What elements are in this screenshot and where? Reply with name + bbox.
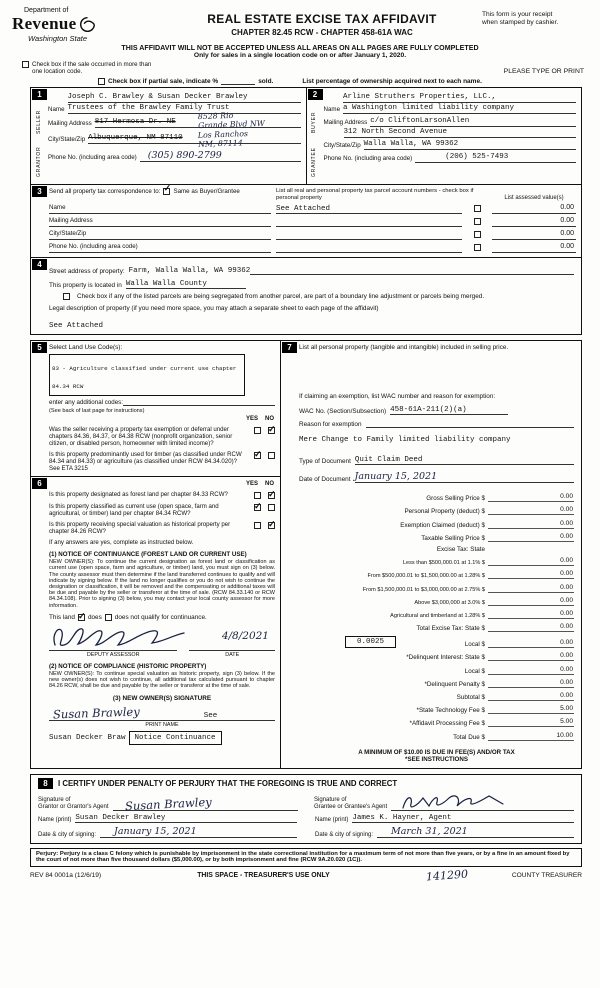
- excise-tax-state-header: Excise Tax: State: [436, 545, 485, 553]
- located-in-label: This property is located in: [49, 282, 122, 290]
- type-or-print-label: PLEASE TYPE OR PRINT: [503, 68, 584, 75]
- partial-sale-label: Check box if partial sale, indicate %: [108, 77, 219, 85]
- seller-mailing-correction: 8528 Rio Grande Blvd NW: [197, 110, 265, 130]
- assessed-value-3[interactable]: 0.00: [492, 227, 576, 240]
- personal-property-checkbox-1[interactable]: [474, 205, 481, 212]
- reason-for-exemption-value[interactable]: Mere Change to Family limited liability company: [299, 436, 511, 445]
- s5q2-no-checkbox[interactable]: [268, 452, 275, 459]
- single-location-note: Only for sales in a single location code on or after January 1, 2020.: [193, 52, 407, 59]
- parcel-field-4[interactable]: [276, 240, 462, 253]
- document-type-label: Type of Document: [299, 458, 351, 466]
- buyer-phone-label: Phone No. (including area code): [323, 155, 413, 162]
- footer: [30, 869, 582, 882]
- subtotal-value[interactable]: 0.00: [488, 692, 574, 701]
- wac-number-label: WAC No. (Section/Subsection): [299, 408, 387, 416]
- seller-name-value-1[interactable]: Joseph C. Brawley & Susan Decker Brawley: [68, 92, 301, 103]
- taxable-selling-price-value[interactable]: 0.00: [488, 533, 574, 542]
- qualify-row: This land ✓ does does not qualify for continuance.: [49, 614, 275, 621]
- notice-continuance-text: NEW OWNER(S): To continue the current designation as forest land or classification as current use (open space, farm and agriculture, or timber) land, you must sign on (3) below. The county assessor must then determine if the land transferred continues to qualify and will indicate by signing below. If the land no longer qualifies or you do not wish to continue the designation or classification, it will be removed and the compensating or additional taxes will be due and payable by the seller or transferor at the time of sale. (RCW 84.33.140 or RCW 84.34.108). Prior to signing (3) below, you may contact your local county assessor for more information.: [49, 559, 275, 609]
- section-7-number: 7: [282, 342, 297, 353]
- delinquent-interest-local-value[interactable]: 0.00: [488, 666, 574, 675]
- section-3-number: 3: [32, 186, 47, 197]
- s5q1-yes-checkbox[interactable]: [254, 427, 261, 434]
- receipt-note: [482, 7, 588, 27]
- s6q2-yes-checkbox[interactable]: [254, 504, 261, 511]
- seller-name-label: Name: [48, 106, 65, 113]
- tier4-tax-value[interactable]: 0.00: [488, 597, 574, 606]
- perjury-prefix: Perjury:: [36, 850, 59, 857]
- certify-statement: I CERTIFY UNDER PENALTY OF PERJURY THAT THE FOREGOING IS TRUE AND CORRECT: [58, 778, 398, 788]
- print-name-value[interactable]: Susan Decker Braw: [49, 734, 126, 743]
- multi-location-label: Check box if the sale occurred in more than one location code.: [32, 61, 152, 75]
- same-as-buyer-label: Same as Buyer/Grantee: [173, 188, 240, 195]
- form-title: REAL ESTATE EXCISE TAX AFFIDAVIT: [207, 12, 437, 26]
- grantee-date-value[interactable]: March 31, 2021: [377, 826, 574, 838]
- buyer-section: [307, 88, 582, 184]
- corr-mailing-label: Mailing Address: [49, 214, 271, 227]
- s5q2-yes-checkbox[interactable]: [254, 452, 261, 459]
- corr-city-label: City/State/Zip: [49, 227, 271, 240]
- local-tax-label: Local $: [464, 641, 485, 649]
- personal-property-label: List all personal property (tangible and intangible) included in selling price.: [299, 344, 509, 352]
- assessor-date-line: DATE: [189, 650, 275, 658]
- correspondence-label: Send all property tax correspondence to:: [49, 188, 161, 195]
- county-treasurer-label: COUNTY TREASURER: [511, 871, 582, 879]
- street-address-label: Street address of property:: [49, 268, 125, 276]
- partial-sale-row: [98, 77, 588, 85]
- washington-state-label: Washington State: [28, 34, 88, 43]
- grantee-date-label: Date & city of signing:: [315, 831, 374, 838]
- dor-logo: [12, 7, 162, 43]
- s5-question-2: Is this property predominantly used for timber (as classified under RCW 84.34 and 84.33) or agriculture (as classified under RCW 84.34.020)? See ETA 3215 ✓: [49, 451, 275, 472]
- seller-city-correction: Los Ranchos NM, 87114: [197, 129, 249, 149]
- tier1-tax-value[interactable]: 0.00: [488, 557, 574, 566]
- tier2-tax-value[interactable]: 0.00: [488, 570, 574, 579]
- land-use-code-field[interactable]: [49, 354, 245, 396]
- document-date-value[interactable]: January 15, 2021: [355, 471, 574, 483]
- form-body-middle: [30, 340, 582, 768]
- does-qualify-checkbox[interactable]: [78, 614, 85, 621]
- notice-compliance-text: NEW OWNER(S): To continue special valuation as historic property, sign (3) below. If the new owner(s) does not wish to continue, all additional tax calculated pursuant to chapter 84.26 RCW, shall be due and payable by the seller or transferor at the time of sale.: [49, 670, 275, 690]
- sold-label: sold.: [258, 77, 274, 85]
- treasurer-space-label: THIS SPACE - TREASURER'S USE ONLY: [197, 871, 330, 879]
- completion-warning: THIS AFFIDAVIT WILL NOT BE ACCEPTED UNLESS ALL AREAS ON ALL PAGES ARE FULLY COMPLETED: [121, 44, 479, 52]
- treasurer-stamp-number: 141290: [425, 867, 469, 884]
- new-owner-signature-line[interactable]: [49, 704, 275, 721]
- s6q3-no-checkbox[interactable]: [268, 522, 275, 529]
- local-tax-value[interactable]: 0.00: [488, 639, 574, 648]
- excise-tax-table: Gross Selling Price $ 0.00 Personal Property (deduct) $ 0.00 Exemption Claimed (deduct) $ 0.00 Taxable Selling Price $ 0.00 Excise Tax: State Less than $500,000.01 at 1.1% $ 0.00 From $500,000.01 to $1,500,000.00 at 1.28% $ 0.00 From $1,500,000.01 to $3,000,000.00 at 2.75% $ 0.00 Above $3,000,000 at 3.0% $ 0.00 Agricultural and timberland at 1.28% $ 0.00 Total Excise Tax: State $ 0.00 0.0025 Local $ 0.00 *Delinquent Interest: State $ 0.00 Local $ 0.00 *Delinquent Penalty $ 0.00 Subtotal $ 0.00 *State Technology Fee $ 5.00 *Affidavit Processing Fee $ 5.00 Total Due $ 10.00: [299, 493, 574, 740]
- section-2-number: 2: [308, 89, 323, 100]
- perjury-text: Perjury is a class C felony which is punishable by imprisonment in the state correctional institution for a maximum term of not more than five years, or by a fine in an amount fixed by the court of not more than five thousand dollars ($5,000.00), or by both imprisonment and fine (RCW 9A.20.020 (1C)).: [36, 850, 570, 864]
- personal-property-checkbox-2[interactable]: [474, 218, 481, 225]
- see-note-value: See: [203, 712, 218, 721]
- buyer-name-value-1[interactable]: Arline Struthers Properties, LLC.,: [343, 92, 576, 103]
- section-1-number: 1: [32, 89, 47, 100]
- certification-section: [30, 774, 582, 844]
- partial-sale-checkbox[interactable]: [98, 78, 105, 85]
- buyer-phone-value[interactable]: (206) 525-7493: [445, 153, 509, 161]
- wac-number-value[interactable]: 458-61A-211(2)(a): [390, 406, 508, 415]
- s6-question-3: Is this property receiving special valuation as historical property per chapter 84.26 RCW? ✓: [49, 521, 275, 535]
- additional-codes-field[interactable]: [123, 405, 275, 406]
- tier3-tax-value[interactable]: 0.00: [488, 584, 574, 593]
- grantor-name-print-label: Name (print): [38, 816, 72, 823]
- land-use-section: [31, 341, 280, 477]
- seller-mailing-label: Mailing Address: [48, 120, 92, 127]
- assessor-signature-area: [49, 623, 275, 650]
- segregated-checkbox[interactable]: [63, 293, 70, 300]
- buyer-mailing-value-2[interactable]: 312 North Second Avenue: [343, 128, 448, 136]
- assessed-value-2[interactable]: 0.00: [492, 214, 576, 227]
- complete-instruction-note: If any answers are yes, complete as instructed below.: [49, 539, 194, 547]
- segregated-label: Check box if any of the listed parcels are being segregated from another parcel, are part of a boundary line adjustment or parcels being merged.: [77, 293, 485, 301]
- grantor-signature-label: Signature of Grantor or Grantor's Agent: [38, 796, 109, 810]
- grantee-signature-line[interactable]: [391, 792, 574, 811]
- delinquent-penalty-value[interactable]: 0.00: [488, 679, 574, 688]
- delinquent-interest-state-value[interactable]: 0.00: [488, 652, 574, 661]
- grantee-name-print-label: Name (print): [315, 816, 349, 823]
- assessed-value-4[interactable]: 0.00: [492, 240, 576, 253]
- street-address-value[interactable]: Farm, Walla Walla, WA 99362: [128, 267, 251, 276]
- does-not-qualify-checkbox[interactable]: [105, 614, 112, 621]
- form-chapter: CHAPTER 82.45 RCW - CHAPTER 458-61A WAC: [231, 28, 413, 37]
- form-number: REV 84 0001a (12/6/19): [30, 871, 102, 879]
- seller-mailing-struck-value[interactable]: 817 Hermosa Dr. NE: [94, 118, 176, 126]
- gross-selling-price-value[interactable]: 0.00: [488, 493, 574, 502]
- s6-yes-no-header: YES NO: [245, 481, 274, 488]
- revenue-wordmark: Revenue: [12, 14, 77, 33]
- s5q1-no-checkbox[interactable]: [268, 427, 275, 434]
- assessed-value-1[interactable]: 0.00: [492, 201, 576, 214]
- section-6-number: 6: [32, 478, 47, 489]
- grantor-signature-value[interactable]: Susan Brawley: [124, 794, 212, 813]
- total-due-value[interactable]: 10.00: [488, 732, 574, 741]
- reason-field[interactable]: [366, 427, 574, 428]
- deputy-assessor-signature[interactable]: [49, 623, 189, 650]
- reason-for-exemption-label: Reason for exemption: [299, 421, 362, 429]
- grantor-name-print-value[interactable]: Susan Decker Brawley: [75, 814, 297, 823]
- land-use-code-value: 83 - Agriculture classified under current use chapter 84.34 RCW: [52, 365, 237, 391]
- corr-name-label: Name: [49, 201, 271, 214]
- seller-vertical-label: SELLER GRANTOR: [35, 110, 42, 178]
- affidavit-processing-fee-value[interactable]: 5.00: [488, 718, 574, 727]
- seller-section: [31, 88, 307, 184]
- property-address-section: [31, 258, 581, 334]
- seller-city-struck-value[interactable]: Albuquerque, NM 87110: [88, 134, 183, 142]
- document-date-label: Date of Document: [299, 476, 351, 484]
- s5-yes-no-header: YES NO: [245, 416, 274, 423]
- document-type-value[interactable]: Quit Claim Deed: [355, 456, 574, 465]
- seller-city-label: City/State/Zip: [48, 136, 86, 143]
- corr-phone-label: Phone No. (including area code): [49, 240, 271, 253]
- s6q1-no-checkbox[interactable]: [268, 492, 275, 499]
- seller-phone-label: Phone No. (including area code): [48, 154, 137, 161]
- continuance-section: [31, 477, 280, 767]
- header: [12, 7, 588, 43]
- seller-name-value-2[interactable]: Trustees of the Brawley Family Trust: [68, 103, 301, 114]
- exemption-claim-label: If claiming an exemption, list WAC number and reason for exemption:: [299, 393, 496, 401]
- local-rate-field: 0.0025: [345, 636, 396, 648]
- minimum-due-note: A MINIMUM OF $10.00 IS DUE IN FEE(S) AND/OR TAX *SEE INSTRUCTIONS: [358, 748, 515, 764]
- personal-property-checkbox-3[interactable]: [474, 231, 481, 238]
- parcel-field-2[interactable]: [276, 214, 462, 227]
- buyer-mailing-value-1[interactable]: c/o CliftonLarsonAllen: [370, 117, 470, 125]
- notice-continuance-title: (1) NOTICE OF CONTINUANCE (FOREST LAND OR CURRENT USE): [49, 551, 247, 559]
- grantor-date-label: Date & city of signing:: [38, 831, 97, 838]
- s5-question-1: Was the seller receiving a property tax exemption or deferral under chapters 84.36, 84.37, or 84.38 RCW (nonprofit organization, senior citizen, or disabled person, homeowner with limited income)? ✓: [49, 426, 275, 447]
- ownership-note: List percentage of ownership acquired next to each name.: [302, 77, 482, 85]
- section-5-number: 5: [32, 342, 47, 353]
- perjury-notice: [30, 848, 582, 867]
- s6-question-1: Is this property designated as forest land per chapter 84.33 RCW? ✓: [49, 491, 275, 499]
- state-technology-fee-value[interactable]: 5.00: [488, 705, 574, 714]
- assessed-values-header: List assessed value(s): [504, 195, 564, 202]
- buyer-city-label: City/State/Zip: [323, 142, 361, 149]
- exemption-claimed-value[interactable]: 0.00: [488, 520, 574, 529]
- correspondence-row: [49, 188, 271, 201]
- buyer-mailing-label: Mailing Address: [323, 119, 368, 126]
- grantor-signature-line[interactable]: [113, 792, 298, 811]
- notice-continuance-field[interactable]: Notice Continuance: [129, 731, 222, 745]
- buyer-name-value-2[interactable]: a Washington limited liability company: [343, 103, 576, 114]
- form-body-top: [30, 87, 582, 335]
- agricultural-tax-value[interactable]: 0.00: [488, 610, 574, 619]
- buyer-city-value[interactable]: Walla Walla, WA 99362: [363, 140, 459, 148]
- legal-description-label: Legal description of property (if you need more space, you may attach a separate sheet to each page of the affidavit): [49, 305, 379, 313]
- deputy-assessor-line: DEPUTY ASSESSOR: [49, 650, 177, 658]
- parcel-numbers-header: List all real and personal property tax parcel account numbers - check box if personal property: [276, 188, 474, 201]
- located-in-value[interactable]: Walla Walla County: [126, 280, 246, 289]
- receipt-note-line-2: when stamped by cashier.: [482, 19, 559, 26]
- seller-phone-value[interactable]: (305) 890-2799: [147, 150, 222, 161]
- grantee-name-print-value[interactable]: James K. Hayner, Agent: [352, 814, 574, 823]
- print-name-label: PRINT NAME: [145, 722, 179, 729]
- legal-description-value[interactable]: See Attached: [49, 322, 104, 331]
- total-excise-state-value[interactable]: 0.00: [488, 623, 574, 632]
- instructions-note: (See back of last page for instructions): [49, 408, 145, 415]
- grantee-signature-value[interactable]: [399, 791, 509, 813]
- department-of-label: Department of: [24, 7, 69, 14]
- dor-swirl-icon: [79, 16, 96, 33]
- exemption-section: [281, 341, 581, 767]
- personal-property-deduct-value[interactable]: 0.00: [488, 506, 574, 515]
- notice-compliance-title: (2) NOTICE OF COMPLIANCE (HISTORIC PROPERTY): [49, 662, 207, 670]
- buyer-vertical-label: BUYER GRANTEE: [311, 111, 317, 177]
- percent-blank-field[interactable]: [221, 77, 255, 85]
- personal-property-checkbox-4[interactable]: [474, 244, 481, 251]
- multi-location-checkbox[interactable]: [22, 61, 29, 68]
- land-use-label: Select Land Use Code(s):: [49, 344, 123, 352]
- s6q3-yes-checkbox[interactable]: [254, 522, 261, 529]
- tax-parcel-section: [31, 185, 581, 258]
- parcel-field-1[interactable]: See Attached: [276, 201, 462, 214]
- assessor-date-value[interactable]: 4/8/2021: [221, 629, 269, 642]
- new-owner-signature-title: (3) NEW OWNER(S) SIGNATURE: [112, 695, 212, 703]
- section-4-number: 4: [32, 259, 47, 270]
- additional-codes-label: enter any additional codes:: [49, 399, 123, 407]
- multi-location-row: [22, 61, 162, 75]
- personal-property-field[interactable]: [299, 351, 574, 393]
- s6-question-2: Is this property classified as current use (open space, farm and agricultural, or timber) land per chapter 84.34 RCW? ✓: [49, 503, 275, 517]
- s6q2-no-checkbox[interactable]: [268, 504, 275, 511]
- new-owner-signature-value[interactable]: Susan Brawley: [52, 704, 140, 722]
- s6q1-yes-checkbox[interactable]: [254, 492, 261, 499]
- grantee-signature-label: Signature of Grantee or Grantee's Agent: [314, 796, 388, 810]
- same-as-buyer-checkbox[interactable]: [163, 188, 170, 195]
- grantor-date-value[interactable]: January 15, 2021: [100, 826, 297, 838]
- buyer-name-label: Name: [323, 106, 341, 113]
- receipt-note-line-1: This form is your receipt: [482, 11, 553, 18]
- parcel-field-3[interactable]: [276, 227, 462, 240]
- section-8-number: 8: [38, 778, 53, 789]
